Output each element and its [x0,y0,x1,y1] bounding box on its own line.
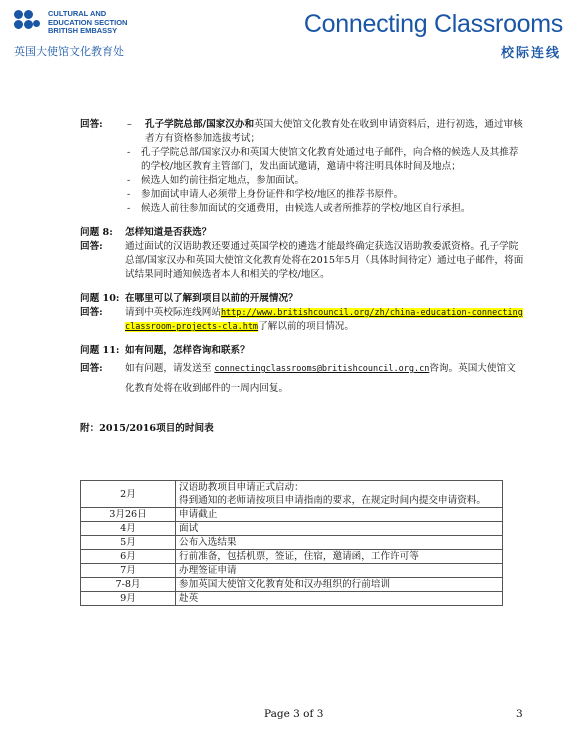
contact-email-link[interactable]: connectingclassrooms@britishcouncil.org.cn [214,364,430,374]
timeline-title: 附：2015/2016项目的时间表 [80,423,214,434]
dash-marker: - [127,189,131,200]
question-text: 如有问题，怎样咨询和联系？ [125,345,250,356]
timeline-event: 办理签证申请 [176,564,503,578]
question-11 [80,344,525,358]
bullet-text: 候选人前往参加面试的交通费用，由候选人或者所推荐的学校/地区自行承担。 [141,203,471,214]
timeline-month: 7-8月 [81,578,176,592]
page-header [0,0,585,70]
dash-marker: – [127,119,132,130]
timeline-month: 3月26日 [81,508,176,522]
bullet-text: 孔子学院总部/国家汉办和英国大使馆文化教育处通过电子邮件，向合格的候选人及其推荐的学校/地区教育主管部门，发出面试邀请，邀请中将注明具体时间及地点； [141,147,519,172]
answer-label: 回答: [80,363,103,374]
bullet-item [125,146,525,174]
timeline-event: 赴英 [176,592,503,606]
timeline-month: 2月 [81,481,176,508]
timeline-row [81,522,503,536]
program-title: Connecting Classrooms [303,10,563,38]
org-line-3: BRITISH EMBASSY [48,26,118,35]
org-line-2: EDUCATION SECTION [48,17,128,27]
answer-label: 回答: [80,119,103,130]
timeline-row [81,508,503,522]
question-8 [80,226,525,240]
faq-content [80,118,525,436]
bullet-text: 参加面试申请人必须带上身份证件和学校/地区的推荐书原件。 [141,189,404,200]
bullet-text: 候选人如约前往指定地点，参加面试。 [141,175,305,186]
timeline-month: 5月 [81,536,176,550]
timeline-event: 汉语助教项目申请正式启动： 得到通知的老师请按项目申请指南的要求，在规定时间内提交申请资料。 [176,481,503,508]
answer-label: 回答: [80,307,103,318]
timeline-row [81,481,503,508]
org-line-1: CULTURAL AND [48,9,107,18]
timeline-month: 4月 [81,522,176,536]
bullet-item [125,174,525,188]
lead-bold-text: 孔子学院总部/国家汉办和 [145,119,255,130]
question-text: 怎样知道是否获选？ [125,227,212,238]
timeline-row [81,578,503,592]
answer-text: 咨询。英国大使馆文化教育处将在收到邮件的一周内回复。 [125,363,516,394]
timeline-event: 参加英国大使馆文化教育处和汉办组织的行前培训 [176,578,503,592]
question-label: 问题 8: [80,227,113,238]
timeline-table [80,480,503,606]
org-name [48,10,127,36]
answer-label: 回答: [80,241,103,252]
answer-text: 请到中英校际连线网站 [125,307,221,318]
question-label: 问题 10: [80,293,120,304]
projects-link[interactable]: http://www.britishcouncil.org/zh/china-education-connectingclassroom-projects-cla.htm [125,308,523,332]
timeline-month: 7月 [81,564,176,578]
question-10 [80,292,525,306]
timeline-month: 9月 [81,592,176,606]
question-label: 问题 11: [80,345,120,356]
timeline-month: 6月 [81,550,176,564]
answer-8 [80,240,525,282]
answer-text: 了解以前的项目情况。 [258,321,354,332]
dash-marker: - [127,175,131,186]
answer-10 [80,306,525,334]
lead-text: 英国大使馆文化教育处在收到申请资料后，进行初选，通过审核者方有资格参加选拔考试； [145,119,523,144]
timeline-row [81,550,503,564]
timeline-row [81,564,503,578]
timeline-event: 申请截止 [176,508,503,522]
page-label: Page 3 of 3 [264,708,324,720]
timeline-event: 面试 [176,522,503,536]
question-text: 在哪里可以了解到项目以前的开展情况？ [125,293,298,304]
org-name-cn: 英国大使馆文化教育处 [14,45,124,58]
answer-block-1 [80,118,525,216]
bullet-item [125,188,525,202]
answer-text: 如有问题，请发送至 [125,363,212,374]
dash-marker: - [127,203,131,214]
program-title-cn: 校际连线 [500,46,561,61]
dash-marker: - [127,147,131,158]
bullet-item [125,202,525,216]
timeline-row [81,536,503,550]
answer-text: 通过面试的汉语助教还要通过英国学校的遴选才能最终确定获选汉语助教委派资格。孔子学院总部/国家汉办和英国大使馆文化教育处将在2015年5月（具体时间待定）通过电子邮件，将面试结果同时通知候选者本人和相关的学校/地区。 [125,241,524,280]
timeline-event: 公布入选结果 [176,536,503,550]
timeline-event: 行前准备，包括机票，签证，住宿，邀请函，工作许可等 [176,550,503,564]
lead-item [125,118,525,146]
timeline-row [81,592,503,606]
page-number: 3 [516,708,523,720]
british-council-dots-icon [14,10,42,36]
answer-11 [80,359,525,398]
